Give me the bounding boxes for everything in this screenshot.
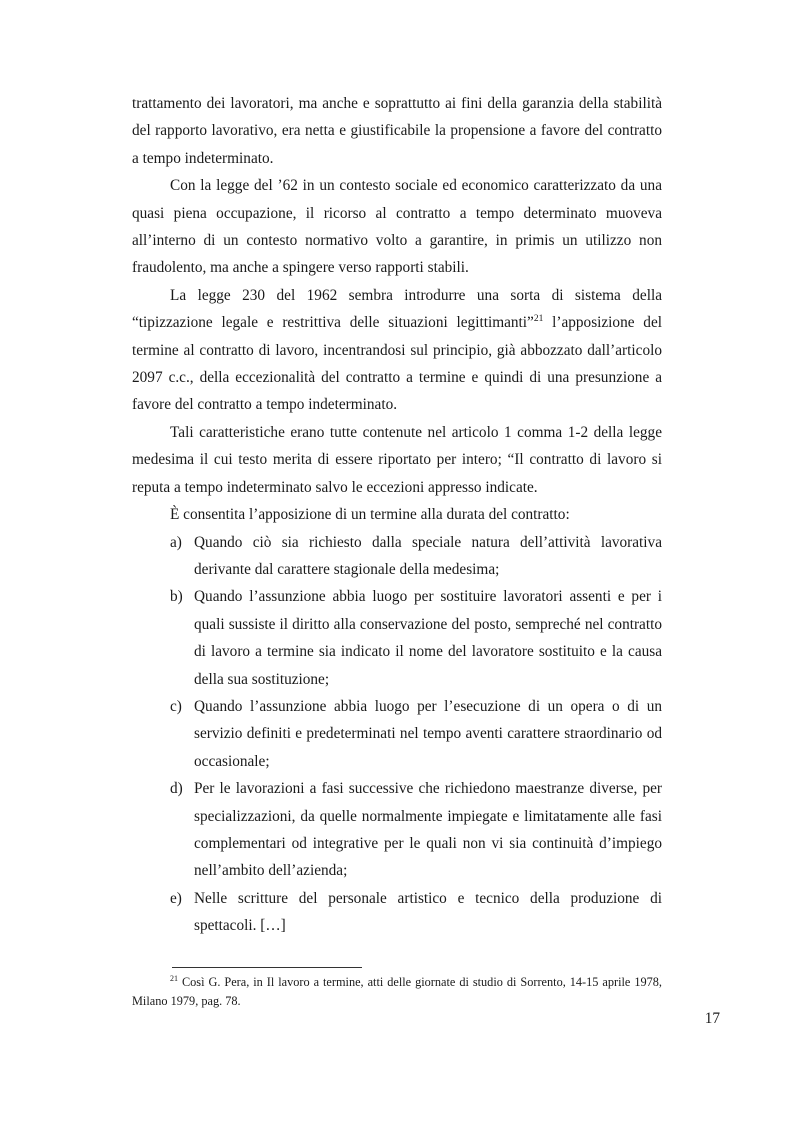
list-item-text: Quando l’assunzione abbia luogo per sostituire lavoratori assenti e per i quali sussiste il diritto alla conservazione del posto, sempreché nel contratto di lavoro a termine sia indicato il nome del lavoratore sostituito e la causa della sua sostituzione; — [194, 588, 662, 688]
footnote-text: Così G. Pera, in Il lavoro a termine, atti delle giornate di studio di Sorrento, 14-15 aprile 1978, Milano 1979, pag. 78. — [132, 975, 662, 1008]
list-item — [132, 885, 662, 940]
paragraph-3-text-b: l’apposizione del termine al contratto di lavoro, incentrandosi sul principio, già abbozzato dall’articolo 2097 c.c., della eccezionalità del contratto a termine e quindi di una presunzione a favore del contratto a tempo indeterminato. — [132, 314, 662, 414]
paragraph-3-text-a: La legge 230 del 1962 sembra introdurre una sorta di sistema della “tipizzazione legale e restrittiva delle situazioni legittimanti” — [132, 286, 662, 332]
footnote-number: 21 — [170, 973, 178, 983]
footnote-divider — [172, 967, 362, 968]
paragraph-4: Tali caratteristiche erano tutte contenute nel articolo 1 comma 1-2 della legge medesima il cui testo merita di essere riportato per intero; “Il contratto di lavoro si reputa a tempo indeterminato salvo le eccezioni appresso indicate. — [132, 423, 662, 496]
body-text — [132, 90, 662, 940]
list-item-text: Quando l’assunzione abbia luogo per l’esecuzione di un opera o di un servizio definiti e predeterminati nel tempo aventi carattere straordinario od occasionale; — [194, 697, 662, 770]
list-item — [132, 583, 662, 693]
paragraph-1: trattamento dei lavoratori, ma anche e soprattutto ai fini della garanzia della stabilità del rapporto lavorativo, era netta e giustificabile la propensione a favore del contratto a tempo indeterminato. — [132, 95, 662, 167]
list-marker: c) — [170, 697, 182, 715]
page-number: 17 — [704, 1010, 720, 1027]
list-item — [132, 775, 662, 885]
list-item — [132, 693, 662, 775]
footnote — [132, 973, 662, 1011]
paragraph-5: È consentita l’apposizione di un termine alla durata del contratto: — [170, 506, 570, 524]
paragraph-2: Con la legge del ’62 in un contesto sociale ed economico caratterizzato da una quasi piena occupazione, il ricorso al contratto a tempo determinato muoveva all’interno di un contesto normativo volto a garantire, in primis un utilizzo non fraudolento, ma anche a spingere verso rapporti stabili. — [132, 177, 662, 277]
list-item-text: Nelle scritture del personale artistico e tecnico della produzione di spettacoli. […] — [194, 889, 662, 935]
list-item-text: Quando ciò sia richiesto dalla speciale natura dell’attività lavorativa derivante dal carattere stagionale della medesima; — [194, 533, 662, 578]
footnote-body — [132, 973, 662, 1011]
list-marker: e) — [170, 889, 182, 907]
list-marker: d) — [170, 780, 183, 798]
conditions-list — [132, 529, 662, 940]
list-item-text: Per le lavorazioni a fasi successive che richiedono maestranze diverse, per specializzazioni, da quelle normalmente impiegate e limitatamente alle fasi complementari od integrative per le quali non vi sia continuità d’impiego nell’ambito dell’azienda; — [194, 780, 662, 880]
list-item — [132, 529, 662, 584]
footnote-reference[interactable]: 21 — [533, 314, 544, 325]
list-marker: a) — [170, 533, 182, 551]
paragraph-3 — [132, 282, 662, 419]
list-marker: b) — [170, 588, 183, 606]
